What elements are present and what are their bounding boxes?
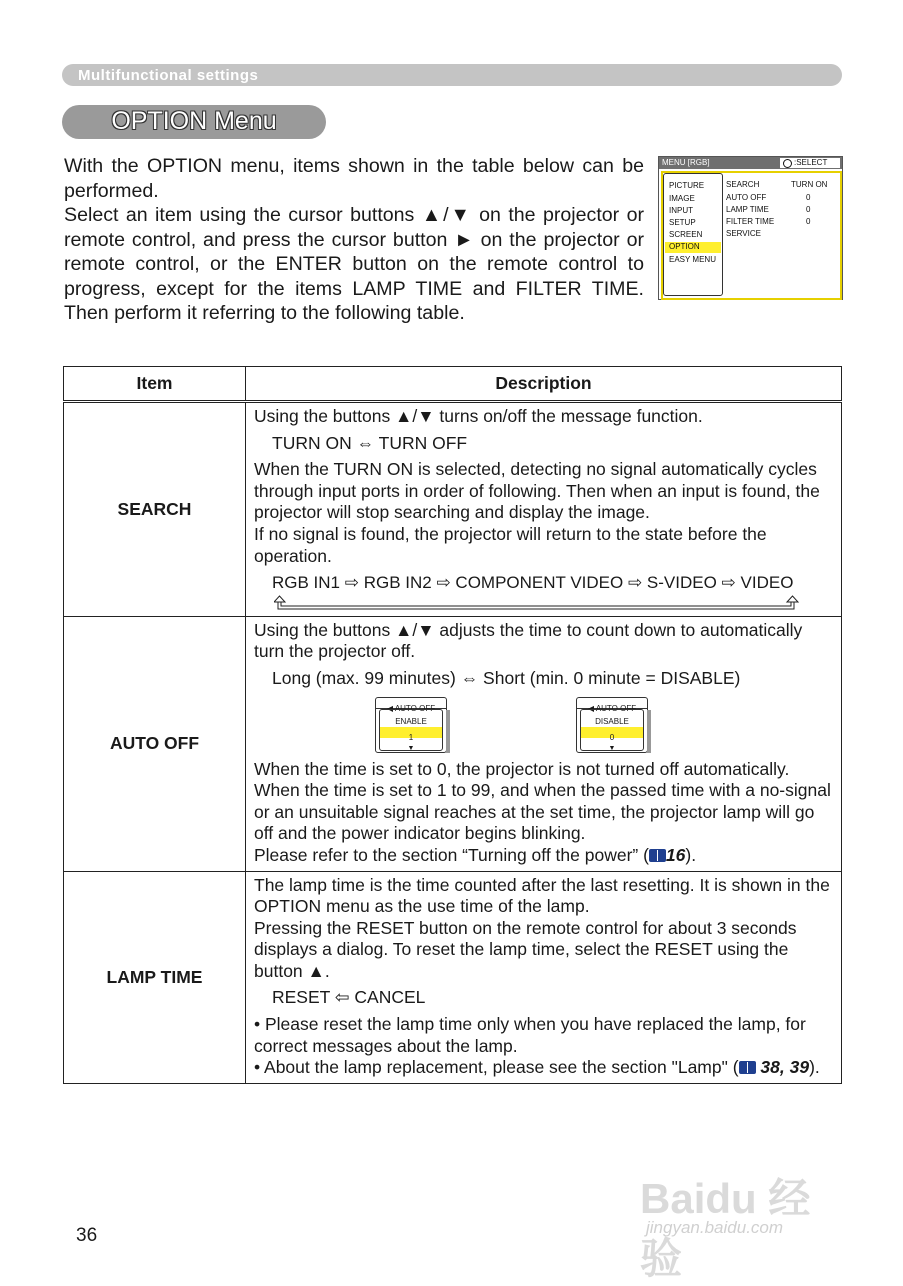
osd-row-name: SERVICE: [726, 229, 761, 238]
osd-menu-item-selected: OPTION: [665, 242, 721, 253]
dialog-value: 1: [380, 727, 442, 738]
page-reference-link[interactable]: 16: [665, 844, 686, 865]
osd-header-title: MENU [RGB]: [662, 158, 710, 167]
option-table: [63, 366, 842, 1084]
option-toggle: Long (max. 99 minutes) ⇔ Short (min. 0 minute = DISABLE): [272, 667, 741, 688]
osd-row-name: FILTER TIME: [726, 217, 775, 226]
column-header-item: Item: [64, 367, 246, 402]
dialog-label: DISABLE: [595, 716, 629, 726]
menu-screen-illustration: [658, 156, 843, 300]
select-icon: [783, 159, 792, 168]
auto-off-dialogs: [254, 695, 833, 755]
desc-line: Using the buttons ▲/▼ adjusts the time to count down to automatically turn the projector off.: [254, 619, 803, 662]
osd-header: [659, 157, 842, 169]
desc-line: Using the buttons ▲/▼ turns on/off the message function.: [254, 406, 703, 426]
book-reference-icon: [649, 849, 666, 862]
left-arrow-icon: ◀: [587, 703, 595, 713]
description-search: [246, 402, 842, 617]
desc-line: The lamp time is the time counted after the last resetting. It is shown in the OPTION menu as the use time of the lamp.: [254, 874, 830, 917]
item-search: SEARCH: [64, 402, 246, 617]
desc-line: When the TURN ON is selected, detecting no signal automatically cycles through input ports in order of following. Then when an input is found, the projector will stop searching and display the image.: [254, 459, 820, 523]
osd-menu-item: SCREEN: [669, 230, 703, 239]
osd-menu-item: INPUT: [669, 206, 693, 215]
table-row-auto-off: [64, 616, 842, 871]
section-header: [62, 64, 842, 86]
osd-row-value: 0: [806, 193, 811, 202]
description-auto-off: [246, 616, 842, 871]
osd-menu-item: PICTURE: [669, 181, 705, 190]
input-cycle-sequence: RGB IN1 ⇨ RGB IN2 ⇨ COMPONENT VIDEO ⇨ S-VIDEO ⇨ VIDEO: [272, 573, 794, 593]
item-auto-off: AUTO OFF: [64, 616, 246, 871]
auto-off-disable-dialog: [576, 697, 648, 753]
osd-row-value: 0: [806, 217, 811, 226]
page-title-pill: [62, 105, 326, 139]
osd-menu-item: SETUP: [669, 218, 696, 227]
intro-text: [64, 154, 644, 326]
osd-row-value: TURN ON: [791, 180, 828, 189]
osd-row-value: 0: [806, 205, 811, 214]
table-row-lamp-time: [64, 871, 842, 1083]
osd-menu-item: EASY MENU: [669, 255, 716, 264]
dialog-value: 0: [581, 727, 643, 738]
osd-body: [661, 171, 842, 300]
down-arrow-icon: ▼: [407, 744, 415, 752]
page-title: OPTION Menu: [111, 107, 277, 135]
osd-menu-list: [663, 173, 723, 296]
intro-paragraph-1: With the OPTION menu, items shown in the table below can be performed.: [64, 155, 644, 202]
section-title: Multifunctional settings: [78, 67, 259, 84]
osd-row-name: LAMP TIME: [726, 205, 769, 214]
dialog-title: AUTO OFF: [595, 703, 637, 713]
auto-off-enable-dialog: [375, 697, 447, 753]
table-header-row: [64, 367, 842, 402]
osd-row-name: SEARCH: [726, 180, 760, 189]
intro-paragraph-2: Select an item using the cursor buttons ▲/▼ on the projector or remote control, and press the cursor button ► on the projector or remote control, or the ENTER button on the remote control to progress, except for the items LAMP TIME and FILTER TIME. Then perform it referring to the following table.: [64, 204, 644, 324]
desc-line-reference: • About the lamp replacement, please see the section "Lamp" ( 38, 39).: [254, 1057, 820, 1078]
left-arrow-icon: ◀: [386, 703, 394, 713]
watermark-url: jingyan.baidu.com: [646, 1218, 784, 1237]
book-reference-icon: [739, 1061, 756, 1074]
column-header-description: Description: [246, 367, 842, 402]
table-row-search: [64, 402, 842, 617]
osd-row-name: AUTO OFF: [726, 193, 767, 202]
dialog-label: ENABLE: [395, 716, 427, 726]
watermark: [640, 1156, 850, 1282]
desc-line: • Please reset the lamp time only when you have replaced the lamp, for correct messages about the lamp.: [254, 1014, 806, 1056]
desc-line: If no signal is found, the projector will return to the state before the operation.: [254, 523, 767, 566]
osd-select-hint: :SELECT: [780, 158, 840, 168]
osd-menu-item: IMAGE: [669, 194, 695, 203]
desc-line: Pressing the RESET button on the remote control for about 3 seconds displays a dialog. To reset the lamp time, select the RESET using the button ▲.: [254, 917, 797, 981]
watermark-logo: Baidu 经验: [640, 1175, 811, 1282]
desc-line: When the time is set to 0, the projector is not turned off automatically.: [254, 758, 790, 779]
page-reference-link[interactable]: 38, 39: [760, 1057, 810, 1078]
option-toggle: TURN ON ⇔ TURN OFF: [272, 432, 468, 453]
desc-line: When the time is set to 1 to 99, and when the passed time with a no-signal or an unsuitable signal reaches at the set time, the projector lamp will go off and the power indicator begins blinking.: [254, 780, 831, 844]
down-arrow-icon: ▼: [608, 744, 616, 752]
description-lamp-time: [246, 871, 842, 1083]
dialog-title: AUTO OFF: [394, 703, 436, 713]
desc-line-reference: Please refer to the section “Turning off the power” ( 16).: [254, 844, 697, 865]
page-number: 36: [76, 1225, 98, 1246]
option-toggle: RESET ⇦ CANCEL: [272, 987, 426, 1008]
item-lamp-time: LAMP TIME: [64, 871, 246, 1083]
cycle-return-arrow: [274, 594, 802, 612]
